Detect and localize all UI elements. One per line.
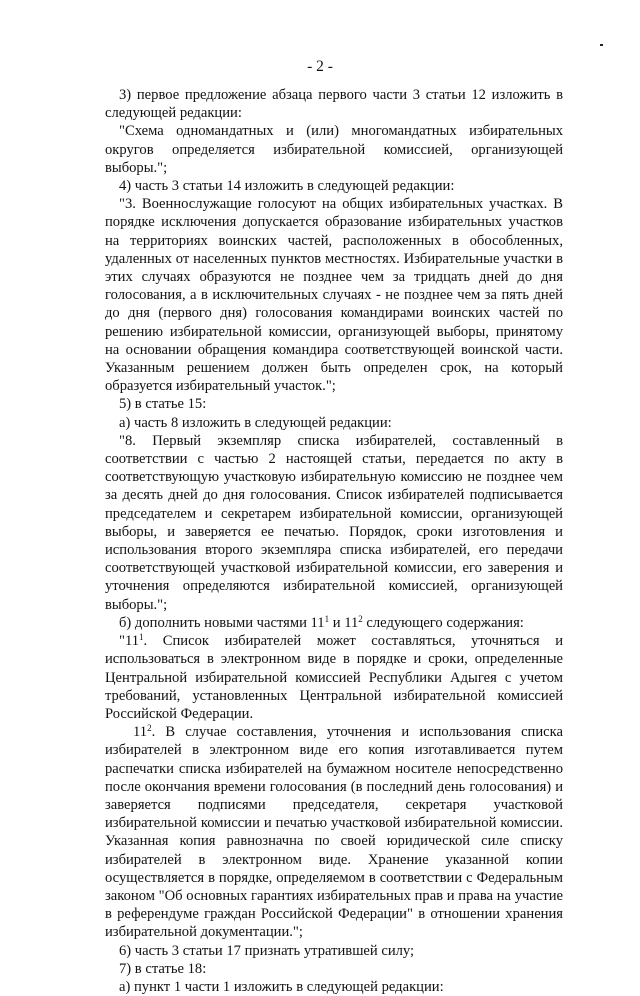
paragraph: "3. Военнослужащие голосуют на общих избирательных участках. В порядке исключения допускается образование избирательных участков на территориях воинских частей, расположенных в обособленных, удаленных от населенных пунктов местностях. Избирательные участки в этих случаях образуются не позднее чем за тридцать дней до дня голосования, а в исключительных случаях - не позднее чем за пять дней до дня (первого дня) голосования командирами воинских частей по решению избирательной комиссии, организующей выборы, принятому на основании обращения командира соответствующей воинской части. Указанным решением должен быть определен срок, на который образуется избирательный участок."; [105,196,563,395]
paragraph: 6) часть 3 статьи 17 признать утратившей силу; [119,942,415,959]
paragraph: "Схема одномандатных и (или) многомандатных избирательных округов определяется избирательной комиссией, организующей выборы."; [105,123,563,176]
paragraph: 7) в статье 18: [119,960,207,977]
superscript: 2 [147,723,152,734]
superscript: 1 [139,632,144,643]
paragraph [105,723,563,941]
paragraph: "8. Первый экземпляр списка избирателей, составленный в соответствии с частью 2 настоящей статьи, передается по акту в соответствующую участковую избирательную комиссию не позднее чем за десять дней до дня голосования. Список избирателей подписывается председателем и секретарем избирательной комиссии, организующей выборы, и заверяется ее печатью. Порядок, сроки изготовления и использования второго экземпляра списка избирателей, его передачи соответствующей участковой избирательной комиссии, его заверения и уточнения определяются избирательной комиссией, организующей выборы."; [105,432,563,613]
text-run: и 11 [329,614,359,631]
text-run: 11 [133,724,148,741]
paragraph: а) пункт 1 части 1 изложить в следующей редакции: [119,978,444,995]
superscript: 2 [358,613,363,624]
superscript: 1 [324,613,330,624]
document-body [105,86,563,996]
paragraph: 4) часть 3 статьи 14 изложить в следующей редакции: [119,178,455,195]
text-run: . В случае составления, уточнения и использования списка избирателей в электронном виде его копия изготавливается путем распечатки списка избирателей на бумажном носителе непосредственно после окончания времени голосования (в последний день голосования) и заверяется подписями председателя, секретаря участковой избирательной комиссии и печатью участковой избирательной комиссии. Указанная копия равнозначна по своей юридической силе списку избирателей в электронном виде. Хранение указанной копии осуществляется в порядке, определяемом в соответствии с Федеральным законом "Об основных гарантиях избирательных прав и права на участие в референдуме граждан Российской Федерации" в отношении хранения избирательной документации."; [105,724,563,941]
paragraph: 5) в статье 15: [119,396,207,413]
scan-mark [600,44,603,46]
paragraph [105,632,563,723]
text-run: "11 [119,633,140,650]
paragraph: а) часть 8 изложить в следующей редакции: [119,414,392,431]
text-run: следующего содержания: [362,614,524,631]
paragraph: 3) первое предложение абзаца первого части 3 статьи 12 изложить в следующей редакции: [105,87,563,122]
paragraph [105,614,563,632]
page-number: - 2 - [307,58,333,75]
text-run: . Список избирателей может составляться, уточняться и использоваться в электронном виде в порядке и сроки, определенные Центральной избирательной комиссией Республики Адыгея с учетом требований, установленных Центральной избирательной комиссией Российской Федерации. [105,633,563,722]
text-run: б) дополнить новыми частями 11 [119,614,325,631]
